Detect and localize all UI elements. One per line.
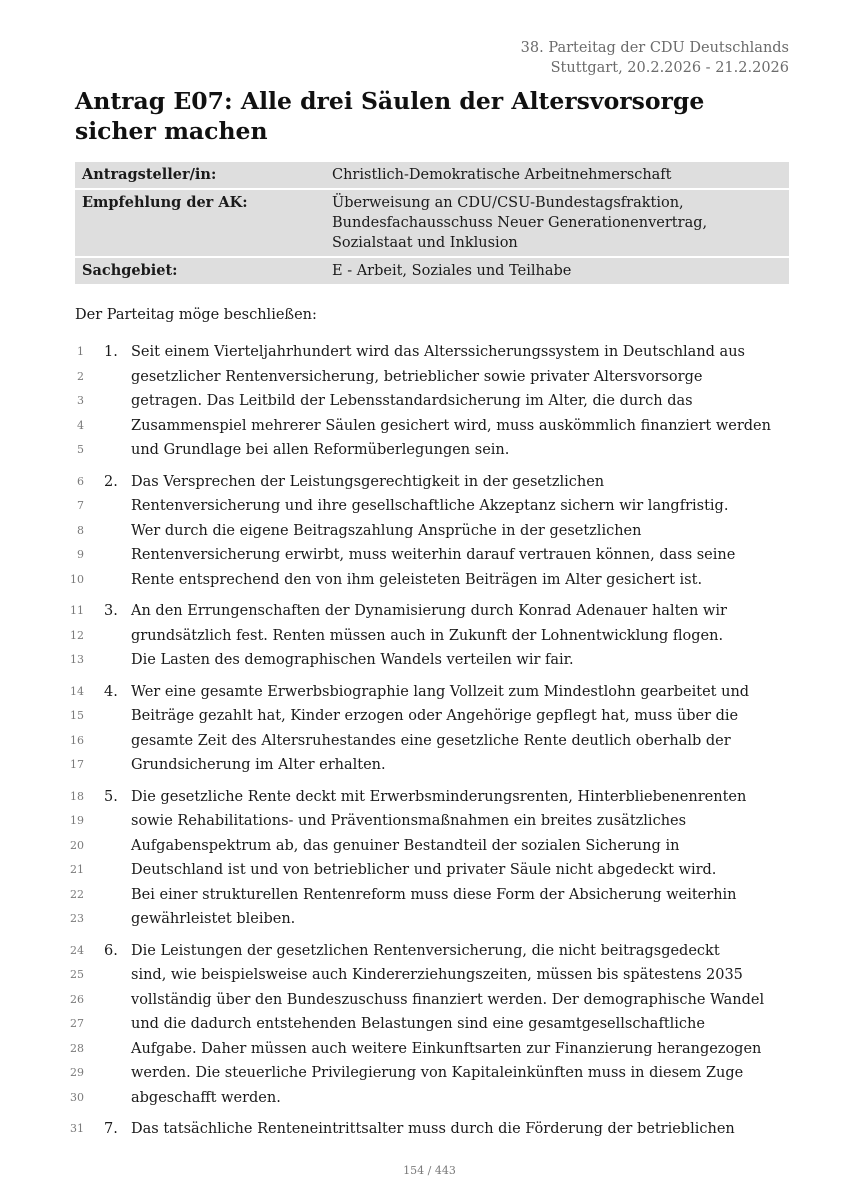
line-text: Rentenversicherung erwirbt, muss weiterhin darauf vertrauen können, dass seine — [131, 547, 736, 563]
line-text: Rente entsprechend den von ihm geleisteten Beiträgen im Alter gesichert ist. — [131, 571, 703, 588]
text-line — [0, 470, 859, 495]
item-number: 6. — [104, 942, 118, 959]
line-text: abgeschafft werden. — [131, 1089, 281, 1106]
line-number: 25 — [70, 968, 84, 981]
line-number: 6 — [77, 474, 84, 488]
motion-title: Antrag E07: Alle drei Säulen der Altersvorsorge sicher machen — [75, 87, 705, 145]
meta-row-recommendation — [75, 190, 789, 256]
line-text: sind, wie beispielsweise auch Kindererziehungszeiten, müssen bis spätestens 2035 — [131, 967, 743, 983]
line-number: 19 — [70, 814, 84, 827]
line-text: getragen. Das Leitbild der Lebensstandardsicherung im Alter, die durch das — [131, 393, 693, 409]
line-number: 24 — [70, 943, 84, 957]
line-number: 16 — [70, 733, 84, 747]
text-line — [0, 438, 859, 463]
line-text: Aufgabe. Daher müssen auch weitere Einkunftsarten zur Finanzierung herangezogen — [131, 1040, 762, 1057]
meta-value: Christlich-Demokratische Arbeitnehmerschaft — [325, 162, 789, 188]
line-text: Beiträge gezahlt hat, Kinder erzogen oder Angehörige gepflegt hat, muss über die — [131, 708, 739, 724]
line-number: 15 — [70, 709, 84, 722]
line-text: werden. Die steuerliche Privilegierung von Kapitaleinkünften muss in diesem Zuge — [131, 1065, 744, 1081]
text-line — [0, 858, 859, 883]
text-line — [0, 389, 859, 414]
meta-row-subject — [75, 258, 789, 284]
item-number: 2. — [104, 473, 118, 490]
meta-value: E - Arbeit, Soziales und Teilhabe — [325, 258, 789, 284]
line-text: gewährleistet bleiben. — [131, 911, 296, 927]
line-text: Bei einer strukturellen Rentenreform muss diese Form der Absicherung weiterhin — [131, 886, 737, 903]
line-text: Seit einem Vierteljahrhundert wird das Alterssicherungssystem in Deutschland aus — [131, 344, 745, 360]
line-text: Zusammenspiel mehrerer Säulen gesichert wird, muss auskömmlich finanziert werden — [131, 417, 771, 434]
meta-key: Sachgebiet: — [75, 258, 325, 284]
document-header — [521, 38, 789, 78]
page-number: 154 / 443 — [403, 1164, 456, 1177]
text-line — [0, 568, 859, 593]
item-number: 3. — [104, 603, 118, 619]
line-text: vollständig über den Bundeszuschuss finanziert werden. Der demographische Wandel — [131, 991, 765, 1008]
text-line — [0, 753, 859, 778]
line-number: 5 — [77, 443, 84, 456]
line-number: 1 — [77, 345, 84, 358]
line-text: Die gesetzliche Rente deckt mit Erwerbsminderungsrenten, Hinterbliebenenrenten — [131, 788, 747, 805]
item-number: 1. — [104, 344, 118, 360]
line-number: 20 — [70, 838, 84, 852]
line-text: Grundsicherung im Alter erhalten. — [131, 757, 386, 773]
line-text: Das Versprechen der Leistungsgerechtigkeit in der gesetzlichen — [131, 473, 605, 490]
line-text: grundsätzlich fest. Renten müssen auch in Zukunft der Lohnentwicklung flogen. — [131, 627, 724, 644]
line-text: gesetzlicher Rentenversicherung, betrieblicher sowie privater Altersvorsorge — [131, 368, 703, 385]
text-line — [0, 729, 859, 754]
motion-meta-table — [75, 160, 789, 286]
text-line — [0, 1012, 859, 1037]
text-line — [0, 365, 859, 390]
text-line — [0, 704, 859, 729]
meta-key: Antragsteller/in: — [75, 162, 325, 188]
text-line — [0, 785, 859, 810]
line-number: 28 — [70, 1041, 84, 1055]
line-number: 21 — [70, 863, 84, 876]
meta-key: Empfehlung der AK: — [75, 190, 325, 256]
text-line — [0, 414, 859, 439]
line-number: 2 — [77, 369, 84, 383]
text-line — [0, 648, 859, 673]
line-text: Die Leistungen der gesetzlichen Rentenversicherung, die nicht beitragsgedeckt — [131, 942, 720, 959]
meta-value: Überweisung an CDU/CSU-Bundestagsfraktion, Bundesfachausschuss Neuer Generationenvertrag, Sozialstaat und Inklusion — [325, 190, 789, 256]
line-number: 9 — [77, 548, 84, 561]
line-number: 12 — [70, 628, 84, 642]
event-name: 38. Parteitag der CDU Deutschlands — [520, 40, 789, 56]
text-line — [0, 1061, 859, 1086]
text-line — [0, 809, 859, 834]
line-text: An den Errungenschaften der Dynamisierung durch Konrad Adenauer halten wir — [131, 603, 727, 619]
text-line — [0, 834, 859, 859]
motion-intro: Der Parteitag möge beschließen: — [75, 307, 317, 323]
text-line — [0, 988, 859, 1013]
line-number: 27 — [70, 1017, 84, 1030]
text-line — [0, 494, 859, 519]
line-number: 22 — [70, 887, 84, 901]
line-text: sowie Rehabilitations- und Präventionsmaßnahmen ein breites zusätzliches — [131, 813, 687, 829]
line-number: 14 — [70, 684, 84, 698]
text-line — [0, 543, 859, 568]
line-text: Das tatsächliche Renteneintrittsalter muss durch die Förderung der betrieblichen — [131, 1121, 735, 1137]
line-number: 7 — [77, 499, 84, 512]
line-text: und Grundlage bei allen Reformüberlegungen sein. — [131, 442, 510, 458]
line-text: Wer eine gesamte Erwerbsbiographie lang Vollzeit zum Mindestlohn gearbeitet und — [131, 683, 750, 700]
line-number: 31 — [70, 1122, 84, 1135]
line-number: 13 — [70, 653, 84, 666]
line-number: 26 — [70, 992, 84, 1006]
line-text: Die Lasten des demographischen Wandels verteilen wir fair. — [131, 652, 574, 668]
item-number: 4. — [104, 683, 118, 700]
motion-items — [0, 340, 859, 1149]
motion-item — [0, 470, 859, 593]
line-number: 29 — [70, 1066, 84, 1079]
line-number: 4 — [77, 418, 84, 432]
line-number: 10 — [70, 572, 84, 586]
item-number: 7. — [104, 1121, 118, 1137]
line-text: und die dadurch entstehenden Belastungen sind eine gesamtgesellschaftliche — [131, 1016, 705, 1032]
line-text: Rentenversicherung und ihre gesellschaftliche Akzeptanz sichern wir langfristig. — [131, 498, 729, 514]
text-line — [0, 1086, 859, 1111]
motion-item — [0, 785, 859, 932]
text-line — [0, 883, 859, 908]
text-line — [0, 1117, 859, 1142]
motion-item — [0, 939, 859, 1111]
text-line — [0, 624, 859, 649]
line-text: Aufgabenspektrum ab, das genuiner Bestandteil der sozialen Sicherung in — [131, 837, 680, 854]
line-number: 3 — [77, 394, 84, 407]
text-line — [0, 1037, 859, 1062]
text-line — [0, 340, 859, 365]
motion-item — [0, 599, 859, 673]
line-text: Deutschland ist und von betrieblicher und privater Säule nicht abgedeckt wird. — [131, 862, 717, 878]
line-text: gesamte Zeit des Altersruhestandes eine gesetzliche Rente deutlich oberhalb der — [131, 732, 731, 749]
text-line — [0, 680, 859, 705]
line-number: 23 — [70, 912, 84, 925]
text-line — [0, 963, 859, 988]
line-number: 30 — [70, 1090, 84, 1104]
event-place-date: Stuttgart, 20.2.2026 - 21.2.2026 — [550, 60, 789, 76]
text-line — [0, 519, 859, 544]
motion-item — [0, 340, 859, 463]
line-number: 18 — [70, 789, 84, 803]
text-line — [0, 599, 859, 624]
item-number: 5. — [104, 788, 118, 805]
motion-item — [0, 1117, 859, 1142]
motion-item — [0, 680, 859, 778]
line-number: 11 — [70, 604, 84, 617]
text-line — [0, 907, 859, 932]
line-number: 8 — [77, 523, 84, 537]
line-number: 17 — [70, 758, 84, 771]
line-text: Wer durch die eigene Beitragszahlung Ansprüche in der gesetzlichen — [131, 522, 642, 539]
meta-row-applicant — [75, 162, 789, 188]
text-line — [0, 939, 859, 964]
